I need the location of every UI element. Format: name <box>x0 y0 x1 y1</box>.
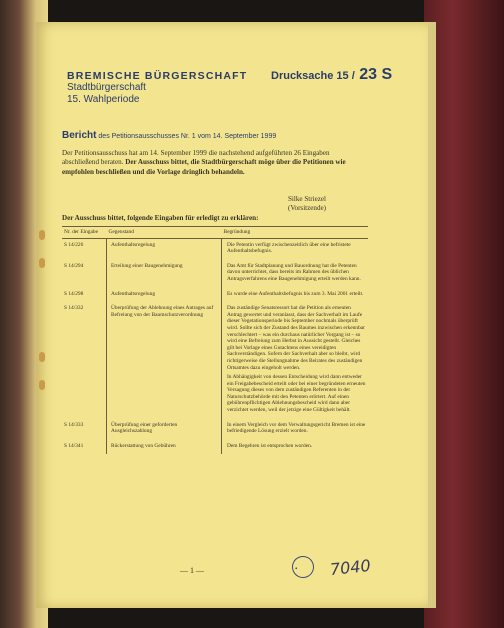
book-cover-right <box>424 0 504 628</box>
table-row: S 14/341 Rückerstattung von Gebühren Dem Begehren ist entsprochen worden. <box>62 440 368 455</box>
binder-ring <box>39 380 45 390</box>
report-intro: Der Petitionsausschuss hat am 14. September 1999 die nachstehend aufgeführten 26 Eingaben abschließend beraten. Der Ausschuss bittet, die Stadtbürgerschaft möge über die Petitionen wie empfohlen beschließen und die Vorlage dringlich behandeln. <box>62 149 346 176</box>
org-sub-1: Stadtbürgerschaft <box>67 82 146 93</box>
handwritten-number: 7040 <box>329 555 372 580</box>
col-gegenstand: Gegenstand <box>107 227 222 239</box>
signature-name: Silke Striezel <box>287 195 327 203</box>
col-begruendung: Begründung <box>222 227 369 239</box>
table-row: S 14/333 Überprüfung einer geforderten Ausgleichszahlung In einem Vergleich vor dem Verwaltungsgericht Bremen ist eine befriedigende Lösung erzielt worden. <box>62 419 368 440</box>
page-number: — 1 — <box>180 566 204 575</box>
table-row: S 14/294 Erteilung einer Baugenehmigung Das Amt für Stadtplanung und Bauordnung hat die Petenten davon unterrichtet, dass bereits im Rahmen des üblichen Antragsverfahrens eine Baugenehmigung erteilt werden kann. <box>62 260 368 288</box>
binder-ring <box>39 352 45 362</box>
report-title: Bericht des Petitionsausschusses Nr. 1 vom 14. September 1999 <box>62 130 277 141</box>
org-sub-2: 15. Wahlperiode <box>67 94 140 105</box>
col-nr: Nr. der Eingabe <box>62 227 107 239</box>
binder-ring <box>39 230 45 240</box>
table-intro: Der Ausschuss bittet, folgende Eingaben für erledigt zu erklären: <box>62 214 259 222</box>
org-name: BREMISCHE BÜRGERSCHAFT <box>67 70 248 82</box>
table-row: S 14/298 Aufenthaltsregelung Es wurde eine Aufenthaltsbefugnis bis zum 3. Mai 2001 erteilt. <box>62 288 368 303</box>
table-row: S 14/226 Aufenthaltsregelung Die Petentin verfügt zwischenzeitlich über eine befristete Aufenthaltsbefugnis. <box>62 238 368 260</box>
drucksache-number: Drucksache 15 / 23 S <box>271 66 393 83</box>
table-row: S 14/332 Überprüfung der Ablehnung eines Antrages auf Befreiung von der Baumschutzverordnung Das zuständige Senatsressort hat die Petition als erneuten Antrag gewertet und veranlasst, dass der Sachverhalt im Laufe dieser Vegetationsperiode bis September nochmals überprüft wird. Sollte sich der Zustand des Baumes inzwischen erkennbar verschlechtert – was ein durchaus natürlicher Vorgang ist – so wird eine Befreiung zum Herbst in Aussicht gestellt. Gleiches gilt bei Vorlage eines Gutachtens eines vereidigten Sachverständigen. Sofern der Sachverhalt aber so bleibt, wird richtigerweise die Stellungnahme des Beirates des zuständigen Ortsamtes dazu eingeholt werden. In Abhängigkeit von dessen Entscheidung wird dann entweder ein Freigabebescheid erteilt oder bei einer begründeten erneuten Versagung dieses von dem zuständigen Referenten in der Naturschutzbehörde mit den Petenten erörtert. Auf einen gebührenpflichtigen Ablehnungsbescheid wird dann aber verzichtet werden, weil der jetzige eine Gültigkeit behält. <box>62 302 368 419</box>
signature-role: (Vorsitzende) <box>287 204 327 212</box>
archive-stamp-icon: ● <box>289 553 317 581</box>
binder-ring <box>39 258 45 268</box>
petitions-table <box>62 226 368 454</box>
